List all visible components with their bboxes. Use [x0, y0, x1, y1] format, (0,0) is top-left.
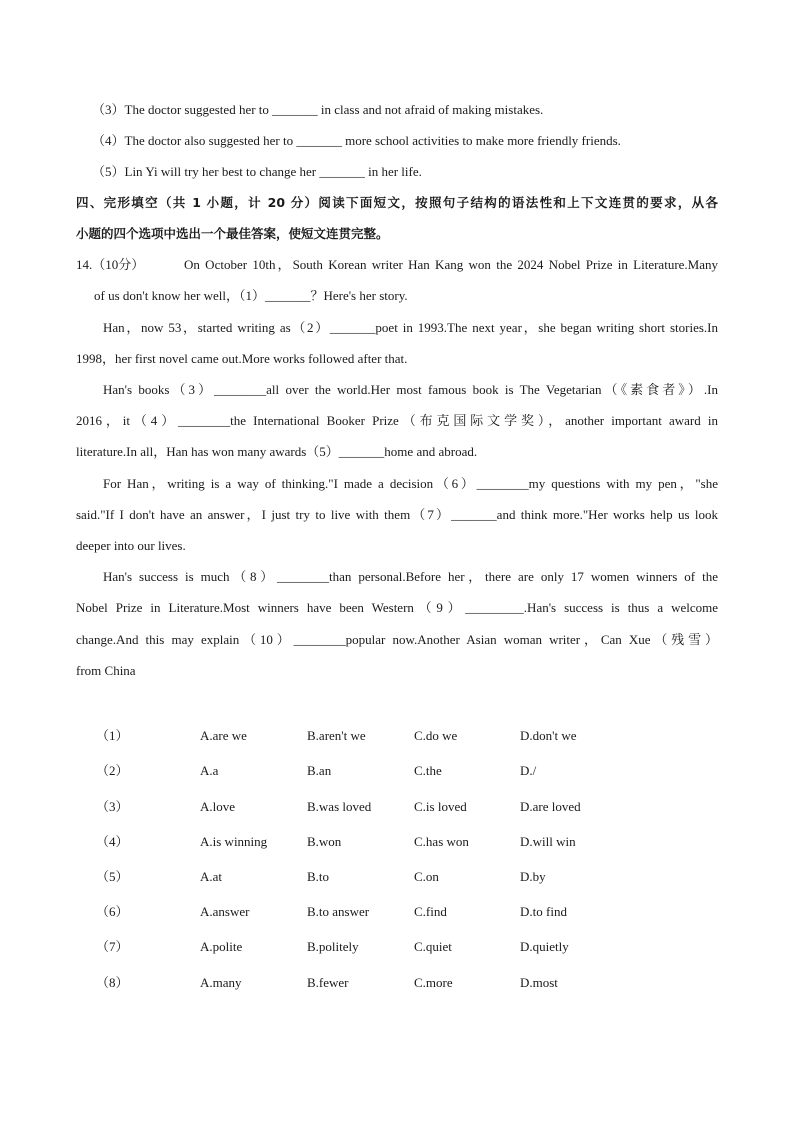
option-row-4 — [0, 833, 794, 851]
question-number: 14.（10分） — [76, 257, 145, 272]
option-b: B.an — [307, 763, 332, 778]
passage-line-6: 2016，it（4）________the International Booker Prize（布克国际文学奖），another important award in — [76, 413, 718, 428]
passage-line-11: Han's success is much（8）________than personal.Before her，there are only 17 women winners of the — [103, 569, 718, 584]
passage-line-14: from China — [76, 663, 136, 678]
passage-line-12: Nobel Prize in Literature.Most winners have been Western（9）_________.Han's success is thus a welcome — [76, 600, 718, 615]
option-d: D.don't we — [520, 728, 577, 743]
section-heading-line-1: 四、完形填空（共 1 小题，计 20 分）阅读下面短文，按照句子结构的语法性和上下文连贯的要求，从各 — [76, 195, 718, 210]
option-a: A.are we — [200, 728, 247, 743]
option-row-8 — [0, 974, 794, 992]
option-row-7 — [0, 938, 794, 956]
option-d: D./ — [520, 763, 537, 778]
option-c: C.is loved — [414, 799, 467, 814]
option-row-2 — [0, 762, 794, 780]
option-c: C.the — [414, 763, 442, 778]
passage-line-1: On October 10th，South Korean writer Han Kang won the 2024 Nobel Prize in Literature.Many — [184, 257, 718, 272]
option-d: D.by — [520, 869, 546, 884]
option-number: （2） — [96, 763, 129, 778]
option-b: B.was loved — [307, 799, 372, 814]
option-c: C.quiet — [414, 939, 452, 954]
option-c: C.has won — [414, 834, 469, 849]
option-c: C.on — [414, 869, 439, 884]
option-number: （8） — [96, 975, 129, 990]
passage-line-10: deeper into our lives. — [76, 538, 186, 553]
option-b: B.to — [307, 869, 330, 884]
passage-line-4: 1998，her first novel came out.More works followed after that. — [76, 351, 408, 366]
option-a: A.a — [200, 763, 219, 778]
option-number: （4） — [96, 834, 129, 849]
passage-line-5: Han's books（3）________all over the world.Her most famous book is The Vegetarian（《素食者》）.In — [103, 382, 718, 397]
option-number: （1） — [96, 728, 129, 743]
option-d: D.are loved — [520, 799, 581, 814]
passage-line-7: literature.In all，Han has won many awards（5）_______home and abroad. — [76, 444, 478, 459]
option-b: B.aren't we — [307, 728, 366, 743]
option-b: B.politely — [307, 939, 359, 954]
option-number: （7） — [96, 939, 129, 954]
option-a: A.polite — [200, 939, 243, 954]
previous-item-4: （4）The doctor also suggested her to _______ more school activities to make more friendly friends. — [92, 133, 621, 148]
option-d: D.quietly — [520, 939, 569, 954]
option-number: （6） — [96, 904, 129, 919]
section-heading-line-2: 小题的四个选项中选出一个最佳答案，使短文连贯完整。 — [76, 226, 389, 241]
option-c: C.do we — [414, 728, 458, 743]
option-b: B.won — [307, 834, 342, 849]
passage-line-2: of us don't know her well，（1）_______？Here's her story. — [94, 288, 408, 303]
option-row-1 — [0, 727, 794, 745]
option-a: A.many — [200, 975, 242, 990]
option-c: C.more — [414, 975, 453, 990]
previous-item-5: （5）Lin Yi will try her best to change her _______ in her life. — [92, 164, 422, 179]
option-a: A.love — [200, 799, 236, 814]
option-c: C.find — [414, 904, 447, 919]
option-a: A.is winning — [200, 834, 268, 849]
previous-item-3: （3）The doctor suggested her to _______ in class and not afraid of making mistakes. — [92, 102, 544, 117]
option-d: D.most — [520, 975, 558, 990]
passage-line-3: Han，now 53，started writing as（2）_______poet in 1993.The next year，she began writing short stories.In — [103, 320, 718, 335]
option-b: B.to answer — [307, 904, 370, 919]
option-d: D.to find — [520, 904, 567, 919]
option-number: （3） — [96, 799, 129, 814]
option-d: D.will win — [520, 834, 576, 849]
option-b: B.fewer — [307, 975, 349, 990]
option-row-5 — [0, 868, 794, 886]
passage-line-9: said."If I don't have an answer，I just try to live with them（7）_______and think more."Her works help us look — [76, 507, 718, 522]
passage-line-13: change.And this may explain（10）________popular now.Another Asian woman writer，Can Xue（残雪） — [76, 632, 718, 647]
option-row-6 — [0, 903, 794, 921]
option-number: （5） — [96, 869, 129, 884]
option-a: A.answer — [200, 904, 250, 919]
option-row-3 — [0, 798, 794, 816]
option-a: A.at — [200, 869, 223, 884]
passage-line-8: For Han，writing is a way of thinking."I made a decision（6）________my questions with my pen，"she — [103, 476, 718, 491]
